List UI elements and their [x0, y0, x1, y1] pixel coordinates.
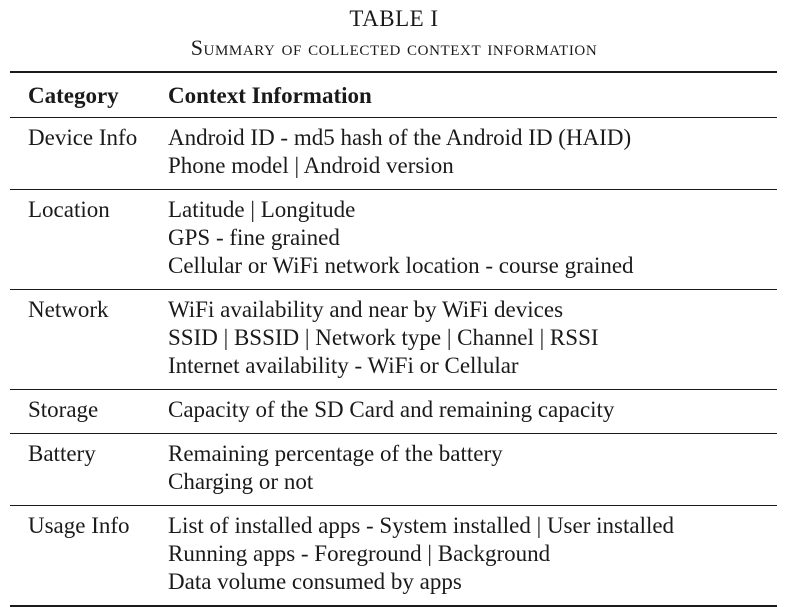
table-row-location: [10, 190, 777, 289]
context-cell: [168, 440, 777, 496]
table-caption-title: TABLE I: [349, 6, 439, 31]
context-line: Phone model | Android version: [168, 153, 454, 178]
context-line: Latitude | Longitude: [168, 197, 356, 222]
context-line: GPS - fine grained: [168, 225, 340, 250]
table-bottom-rule: [10, 605, 777, 607]
category-cell: Location: [28, 197, 110, 222]
header-context-information: Context Information: [168, 83, 372, 108]
context-line: Internet availability - WiFi or Cellular: [168, 353, 519, 378]
context-cell: [168, 196, 777, 280]
context-line: Cellular or WiFi network location - course grained: [168, 253, 634, 278]
context-cell: [168, 124, 777, 180]
table-row-network: [10, 290, 777, 389]
table-row-device-info: [10, 118, 777, 189]
context-line: Data volume consumed by apps: [168, 569, 462, 594]
context-line: SSID | BSSID | Network type | Channel | RSSI: [168, 325, 599, 350]
category-cell: Device Info: [28, 125, 138, 150]
context-line: Running apps - Foreground | Background: [168, 541, 551, 566]
table-caption-subtitle: Summary of collected context information: [190, 35, 598, 60]
context-cell: [168, 396, 777, 424]
context-line: Charging or not: [168, 469, 314, 494]
context-cell: [168, 296, 777, 380]
context-line: WiFi availability and near by WiFi devices: [168, 297, 564, 322]
table-header-row: [10, 73, 777, 117]
context-cell: [168, 512, 777, 596]
category-cell: Storage: [28, 397, 99, 422]
context-line: Android ID - md5 hash of the Android ID (HAID): [168, 125, 632, 150]
context-line: List of installed apps - System installed | User installed: [168, 513, 675, 538]
category-cell: Usage Info: [28, 513, 130, 538]
context-line: Capacity of the SD Card and remaining capacity: [168, 397, 615, 422]
table-row-storage: [10, 390, 777, 433]
category-cell: Network: [28, 297, 109, 322]
context-line: Remaining percentage of the battery: [168, 441, 503, 466]
header-category: Category: [28, 83, 119, 108]
table-row-battery: [10, 434, 777, 505]
table-row-usage-info: [10, 506, 777, 605]
context-info-table: [10, 71, 777, 607]
category-cell: Battery: [28, 441, 96, 466]
